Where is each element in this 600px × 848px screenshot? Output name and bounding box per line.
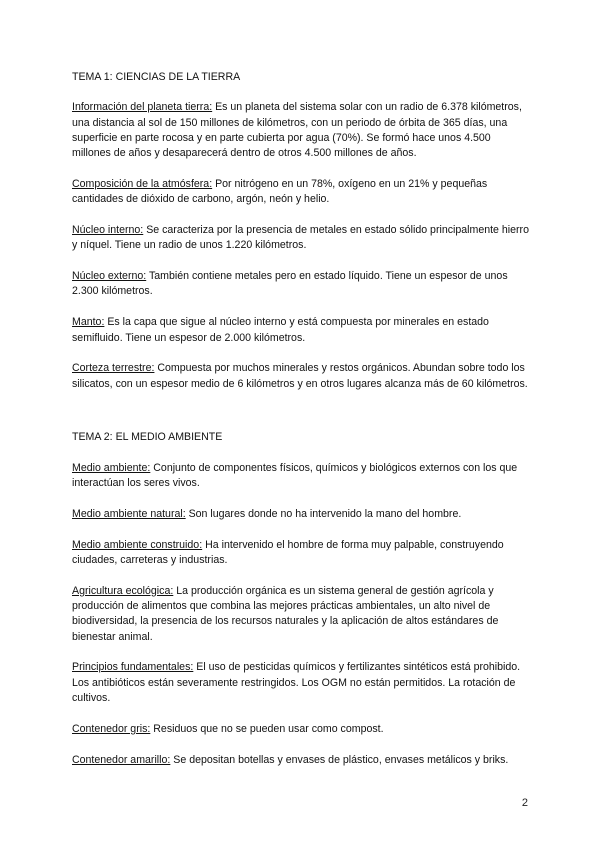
definition: La producción orgánica es un sistema general de gestión agrícola y producción de alimentos que combina las mejores prácticas ambientales, un alto nivel de biodiversidad, la presencia de los recursos naturales y la aplicación de altos estándares de bienestar animal. xyxy=(72,584,499,643)
paragraph xyxy=(72,660,530,706)
definition: Compuesta por muchos minerales y restos orgánicos. Abundan sobre todo los silicatos, con un espesor medio de 6 kilómetros y en otros lugares alcanza más de 60 kilómetros. xyxy=(72,362,528,390)
term: Medio ambiente natural: xyxy=(72,507,186,520)
paragraph xyxy=(72,753,530,768)
term: Contenedor gris: xyxy=(72,722,151,735)
document-page xyxy=(72,70,530,783)
term: Composición de la atmósfera: xyxy=(72,177,213,190)
definition: Se depositan botellas y envases de plástico, envases metálicos y briks. xyxy=(170,753,509,766)
page-number: 2 xyxy=(521,797,528,809)
term: Núcleo externo: xyxy=(72,270,147,283)
paragraph xyxy=(72,223,530,254)
paragraph xyxy=(72,584,530,645)
term: Corteza terrestre: xyxy=(72,362,155,375)
paragraph xyxy=(72,538,530,569)
paragraph xyxy=(72,722,530,737)
term: Principios fundamentales: xyxy=(72,661,194,674)
term: Contenedor amarillo: xyxy=(72,753,171,766)
paragraph xyxy=(72,100,530,161)
definition: Es la capa que sigue al núcleo interno y está compuesta por minerales en estado semifluido. Tiene un espesor de 2.000 kilómetros. xyxy=(72,316,489,344)
paragraph xyxy=(72,269,530,300)
definition: Es un planeta del sistema solar con un radio de 6.378 kilómetros, una distancia al sol de 150 millones de kilómetros, con un periodo de órbita de 365 días, una superficie en parte rocosa y en parte cubierta por agua (70%). Se formó hace unos 4.500 millones de años y desaparecerá dentro de otros 4.500 millones de años. xyxy=(72,101,522,160)
definition: Por nitrógeno en un 78%, oxígeno en un 21% y pequeñas cantidades de dióxido de carbono, argón, neón y helio. xyxy=(72,177,488,206)
paragraph xyxy=(72,461,530,492)
definition: Conjunto de componentes físicos, químicos y biológicos externos con los que interactúan los seres vivos. xyxy=(72,461,518,490)
definition: Residuos que no se pueden usar como compost. xyxy=(150,722,384,735)
section-spacer xyxy=(72,407,530,430)
term: Manto: xyxy=(72,316,105,329)
definition: Ha intervenido el hombre de forma muy palpable, construyendo ciudades, carreteras y industrias. xyxy=(72,538,504,566)
definition: También contiene metales pero en estado líquido. Tiene un espesor de unos 2.300 kilómetros. xyxy=(72,270,508,298)
paragraph xyxy=(72,315,530,346)
section-heading: TEMA 2: EL MEDIO AMBIENTE xyxy=(72,431,223,444)
term: Medio ambiente: xyxy=(72,461,151,474)
term: Información del planeta tierra: xyxy=(72,101,213,114)
term: Agricultura ecológica: xyxy=(72,584,174,597)
paragraph xyxy=(72,507,530,522)
section-heading: TEMA 1: CIENCIAS DE LA TIERRA xyxy=(72,71,241,83)
term: Núcleo interno: xyxy=(72,224,144,237)
definition: Se caracteriza por la presencia de metales en estado sólido principalmente hierro y níquel. Tiene un radio de unos 1.220 kilómetros. xyxy=(72,224,529,252)
definition: El uso de pesticidas químicos y fertilizantes sintéticos está prohibido. Los antibióticos están severamente restringidos. Los OGM no están permitidos. La rotación de cultivos. xyxy=(72,661,521,705)
term: Medio ambiente construido: xyxy=(72,538,203,551)
paragraph xyxy=(72,177,530,208)
paragraph xyxy=(72,361,530,392)
definition: Son lugares donde no ha intervenido la mano del hombre. xyxy=(185,507,462,520)
